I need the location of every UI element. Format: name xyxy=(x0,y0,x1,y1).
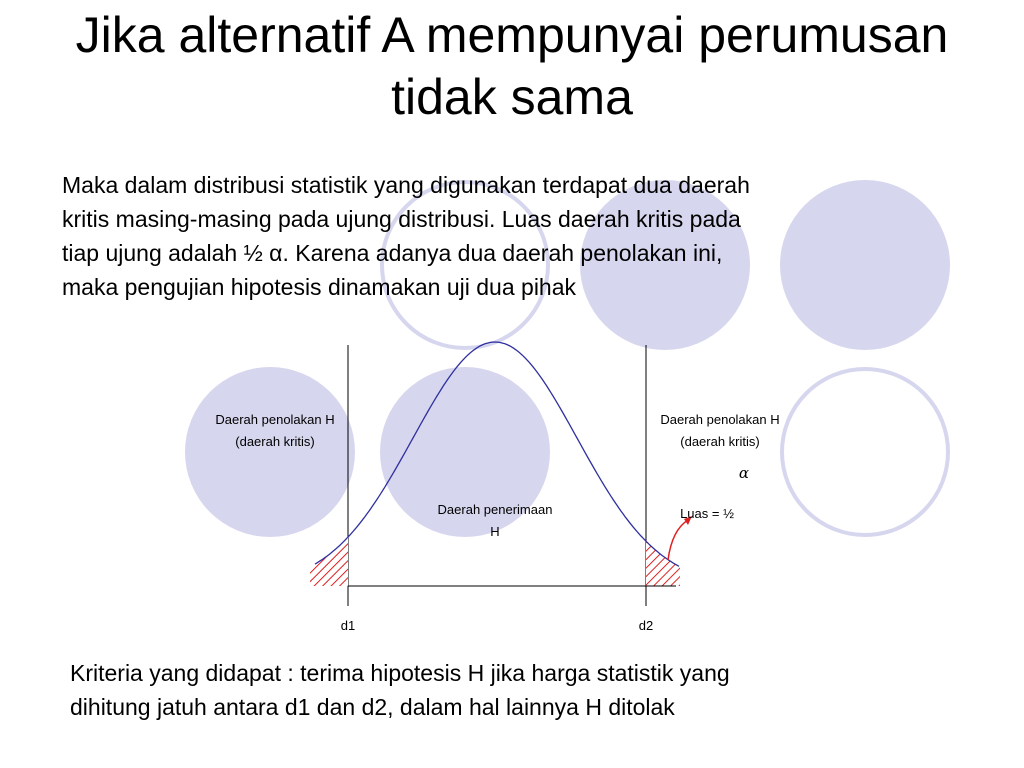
left-region-label-line2: (daerah kritis) xyxy=(235,434,315,449)
right-region-label-line2: (daerah kritis) xyxy=(680,434,760,449)
left-critical-region xyxy=(310,537,348,586)
d1-label: d1 xyxy=(340,618,356,633)
right-region-label-line1: Daerah penolakan H xyxy=(660,412,780,427)
left-region-label-line1: Daerah penolakan H xyxy=(215,412,335,427)
d2-label: d2 xyxy=(638,618,654,633)
center-region-label-line2: H xyxy=(490,524,500,539)
alpha-symbol: α xyxy=(738,464,750,482)
area-label: Luas = ½ xyxy=(680,506,734,521)
slide-title: Jika alternatif A mempunyai perumusan tidak sama xyxy=(75,7,949,125)
center-region-label-line1: Daerah penerimaan xyxy=(437,502,553,517)
area-arrow xyxy=(668,520,688,560)
conclusion-paragraph: Kriteria yang didapat : terima hipotesis H jika harga statistik yang dihitung jatuh antara d1 dan d2, dalam hal lainnya H ditolak xyxy=(70,660,730,720)
intro-paragraph: Maka dalam distribusi statistik yang digunakan terdapat dua daerah kritis masing-masing pada ujung distribusi. Luas daerah kritis pada tiap ujung adalah ½ α. Karena adanya dua daerah penolakan ini, maka pengujian hipotesis dinamakan uji dua pihak xyxy=(62,172,750,300)
